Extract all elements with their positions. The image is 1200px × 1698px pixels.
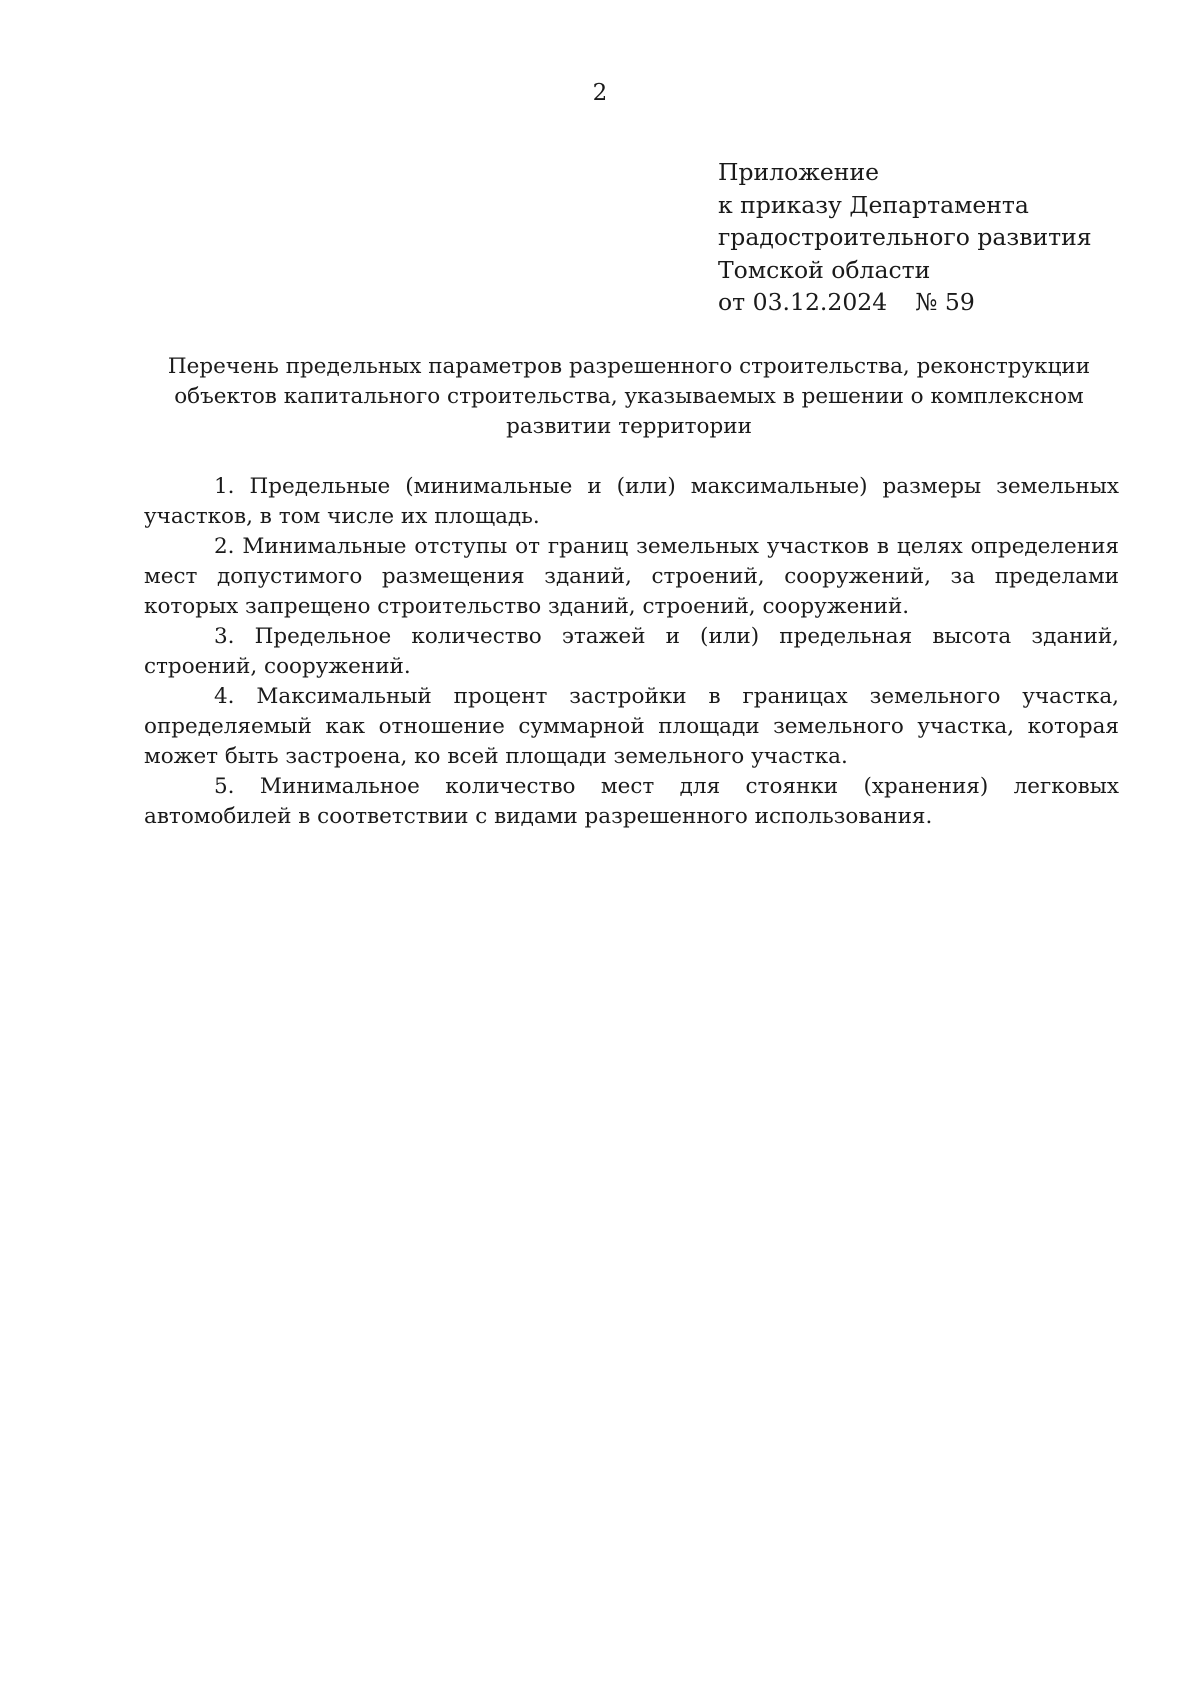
document-title [144, 352, 1114, 442]
list-item: 4. Максимальный процент застройки в границах земельного участка, определяемый как отношение суммарной площади земельного участка, которая может быть застроена, ко всей площади земельного участка. [144, 684, 1119, 769]
list-item: 5. Минимальное количество мест для стоянки (хранения) легковых автомобилей в соответствии с видами разрешенного использования. [144, 774, 1119, 829]
list-item: 2. Минимальные отступы от границ земельных участков в целях определения мест допустимого размещения зданий, строений, сооружений, за пределами которых запрещено строительство зданий, строений, сооружений. [144, 534, 1119, 619]
appendix-date-number [718, 286, 1178, 319]
appendix-label: Приложение [718, 158, 880, 186]
appendix-header [718, 156, 1178, 319]
appendix-region: Томской области [718, 255, 931, 284]
document-title-line: объектов капитального строительства, указываемых в решении о комплексном [174, 384, 1084, 409]
list-item: 3. Предельное количество этажей и (или) предельная высота зданий, строений, сооружений. [144, 624, 1119, 679]
list-item: 1. Предельные (минимальные и (или) максимальные) размеры земельных участков, в том числе их площадь. [144, 474, 1119, 529]
page-number: 2 [592, 80, 608, 106]
document-title-line: развитии территории [506, 414, 752, 439]
document-title-line: Перечень предельных параметров разрешенного строительства, реконструкции [167, 354, 1091, 379]
appendix-number: № 59 [915, 288, 975, 316]
appendix-date: от 03.12.2024 [718, 288, 888, 316]
parameters-list [144, 472, 1119, 832]
appendix-order-ref: к приказу Департамента [718, 190, 1029, 219]
appendix-department: градостроительного развития [718, 223, 1092, 251]
